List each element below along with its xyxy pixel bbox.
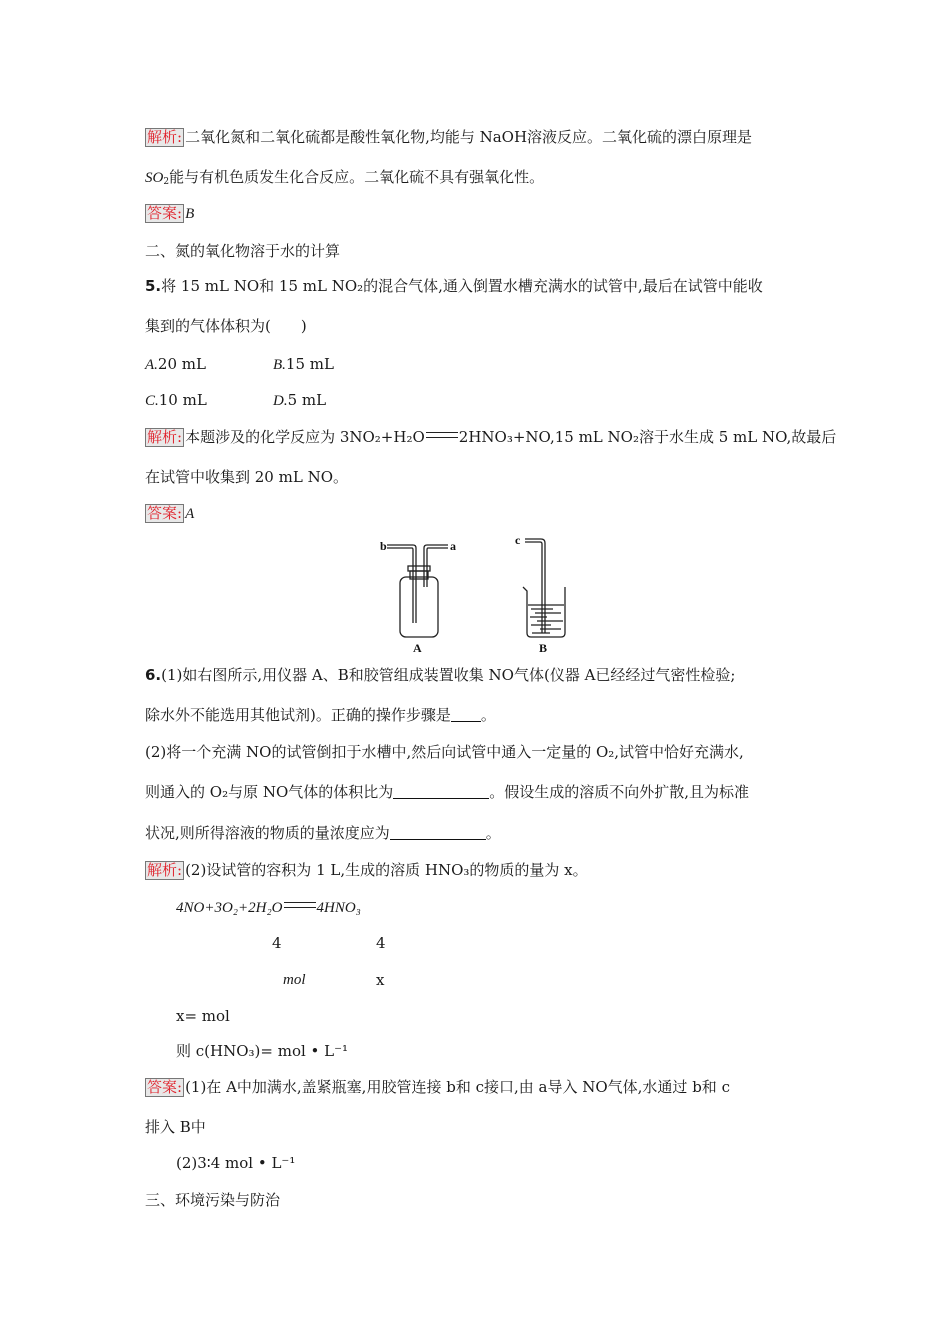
section-title-2: 二、氮的氧化物溶于水的计算: [145, 242, 341, 260]
reaction-equals-sign: [284, 902, 316, 908]
x-equation: x= mol: [176, 1007, 230, 1025]
q6-answer-line3: (2)3∶4 mol • L⁻¹: [176, 1154, 296, 1172]
q6-analysis-line1: 解析: (2)设试管的容积为 1 L,生成的溶质 HNO₃的物质的量为 x。: [147, 861, 588, 879]
q6-part2-line2: 则通入的 O₂与原 NO气体的体积比为 。假设生成的溶质不向外扩散,且为标准: [145, 783, 750, 801]
q6-answer-line2: 排入 B中: [145, 1118, 206, 1136]
q6-part2-line1: (2)将一个充满 NO的试管倒扣于水槽中,然后向试管中通入一定量的 O₂,试管中恰好充满水,: [145, 743, 744, 761]
q6-part1-line1: 6.(1)如右图所示,用仪器 A、B和胶管组成装置收集 NO气体(仪器 A已经经过气密性检验;: [145, 666, 736, 684]
answer-blank[interactable]: [451, 705, 481, 722]
reaction-equals-sign: [426, 432, 458, 438]
svg-text:c: c: [515, 535, 521, 547]
q5-option-a: A.20 mL: [145, 355, 206, 373]
answer-blank[interactable]: [390, 823, 486, 840]
ratio-row1-left: 4: [272, 934, 282, 952]
q5-analysis-line1: 解析: 本题涉及的化学反应为 3NO₂+H₂O 2HNO₃+NO,15 mL NO₂溶于水生成 5 mL NO,故最后: [147, 428, 837, 446]
ratio-row2-right: x: [376, 971, 385, 989]
section-title-3: 三、环境污染与防治: [145, 1191, 281, 1209]
ratio-row1-right: 4: [376, 934, 386, 952]
q5-option-d: D.5 mL: [273, 391, 327, 409]
q4-answer: 答案: B: [147, 204, 195, 222]
answer-blank[interactable]: [393, 782, 489, 799]
q6-answer-line1: 答案: (1)在 A中加满水,盖紧瓶塞,用胶管连接 b和 c接口,由 a导入 NO气体,水通过 b和 c: [147, 1078, 730, 1096]
q5-answer: 答案: A: [147, 504, 195, 522]
analysis-label: 解析:: [147, 428, 183, 446]
answer-label: 答案:: [147, 1078, 183, 1096]
q5-stem-line2: 集到的气体体积为( ): [145, 317, 307, 335]
svg-text:a: a: [450, 539, 456, 553]
gas-bottle-and-beaker-icon: [375, 535, 575, 655]
q5-analysis-line2: 在试管中收集到 20 mL NO。: [145, 468, 348, 486]
svg-text:b: b: [380, 539, 387, 553]
q5-option-b: B.15 mL: [273, 355, 334, 373]
analysis-label: 解析:: [147, 861, 183, 879]
apparatus-diagram: [375, 535, 575, 655]
concentration-equation: 则 c(HNO₃)= mol • L⁻¹: [176, 1042, 349, 1060]
q6-part2-line3: 状况,则所得溶液的物质的量浓度应为 。: [145, 824, 501, 842]
q5-stem-line1: 5.将 15 mL NO和 15 mL NO₂的混合气体,通入倒置水槽充满水的试管中,最后在试管中能收: [145, 277, 763, 295]
svg-text:A: A: [413, 641, 422, 655]
q6-part1-line2: 除水外不能选用其他试剂)。正确的操作步骤是 。: [145, 706, 496, 724]
svg-text:B: B: [539, 641, 548, 655]
analysis-label: 解析:: [147, 128, 183, 146]
q4-analysis-line1: 解析: 二氧化氮和二氧化硫都是酸性氧化物,均能与 NaOH溶液反应。二氧化硫的漂白原理是: [147, 128, 753, 146]
q5-option-c: C.10 mL: [145, 391, 207, 409]
q6-equation: 4NO+3O₂+2H₂O 4HNO₃: [176, 900, 361, 916]
answer-label: 答案:: [147, 204, 183, 222]
ratio-row2-left: mol: [283, 972, 306, 988]
answer-label: 答案:: [147, 504, 183, 522]
q4-analysis-line2: $SO_2$能与有机色质发生化合反应。二氧化硫不具有强氧化性。: [145, 168, 545, 187]
